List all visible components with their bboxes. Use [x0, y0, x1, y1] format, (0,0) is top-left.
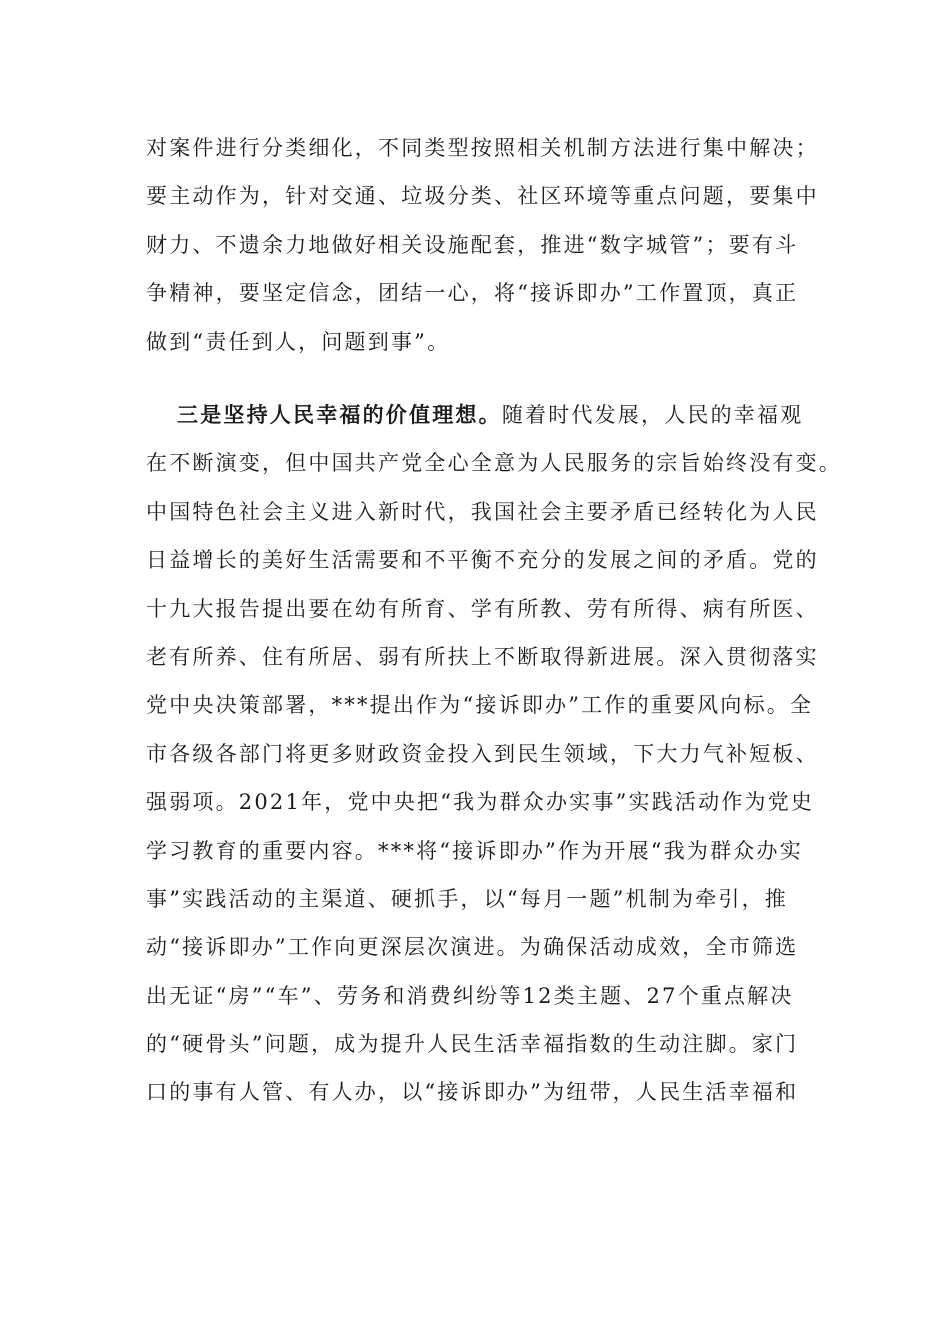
- paragraph-line: 十九大报告提出要在幼有所育、学有所教、劳有所得、病有所医、: [146, 596, 819, 621]
- paragraph-line: 事”实践活动的主渠道、硬抓手，以“每月一题”机制为牵引，推: [146, 886, 789, 911]
- paragraph-line: 出无证“房”“车”、劳务和消费纠纷等12类主题、27个重点解决: [146, 983, 794, 1008]
- paragraph-line: 强弱项。2021年，党中央把“我为群众办实事”实践活动作为党史: [146, 790, 815, 815]
- paragraph-line: 对案件进行分类细化，不同类型按照相关机制方法进行集中解决；: [146, 136, 819, 160]
- paragraph-continued: [146, 124, 819, 366]
- paragraph-line: 动“接诉即办”工作向更深层次演进。为确保活动成效，全市筛选: [146, 935, 799, 960]
- paragraph-line: 要主动作为，针对交通、垃圾分类、社区环境等重点问题，要集中: [146, 184, 819, 209]
- paragraph-line: 市各级各部门将更多财政资金投入到民生领域，下大力气补短板、: [146, 741, 819, 766]
- paragraph-heading-bold: 三是坚持人民幸福的价值理想。: [177, 402, 502, 427]
- paragraph-line: 口的事有人管、有人办，以“接诉即办”为纽带，人民生活幸福和: [146, 1080, 799, 1105]
- paragraph-line: 日益增长的美好生活需要和不平衡不充分的发展之间的矛盾。党的: [146, 548, 819, 573]
- paragraph-first-line-rest: 随着时代发展，人民的幸福观: [501, 403, 804, 427]
- paragraph-first-line: [146, 391, 806, 439]
- paragraph-line: 财力、不遗余力地做好相关设施配套，推进“数字城管”；要有斗: [146, 232, 799, 257]
- paragraph-line: 做到“责任到人，问题到事”。: [146, 329, 451, 354]
- paragraph-line: 的“硬骨头”问题，成为提升人民生活幸福指数的生动注脚。家门: [146, 1032, 799, 1057]
- paragraph-third-point: [146, 391, 842, 1117]
- paragraph-line: 学习教育的重要内容。***将“接诉即办”作为开展“我为群众办实: [146, 838, 803, 863]
- paragraph-line: 中国特色社会主义进入新时代，我国社会主要矛盾已经转化为人民: [146, 499, 819, 524]
- paragraph-line: 争精神，要坚定信念，团结一心，将“接诉即办”工作置顶，真正: [146, 281, 799, 306]
- paragraph-line: 在不断演变，但中国共产党全心全意为人民服务的宗旨始终没有变。: [146, 451, 842, 476]
- paragraph-line: 老有所养、住有所居、弱有所扶上不断取得新进展。深入贯彻落实: [146, 644, 819, 669]
- paragraph-line: 党中央决策部署，***提出作为“接诉即办”工作的重要风向标。全: [146, 693, 814, 718]
